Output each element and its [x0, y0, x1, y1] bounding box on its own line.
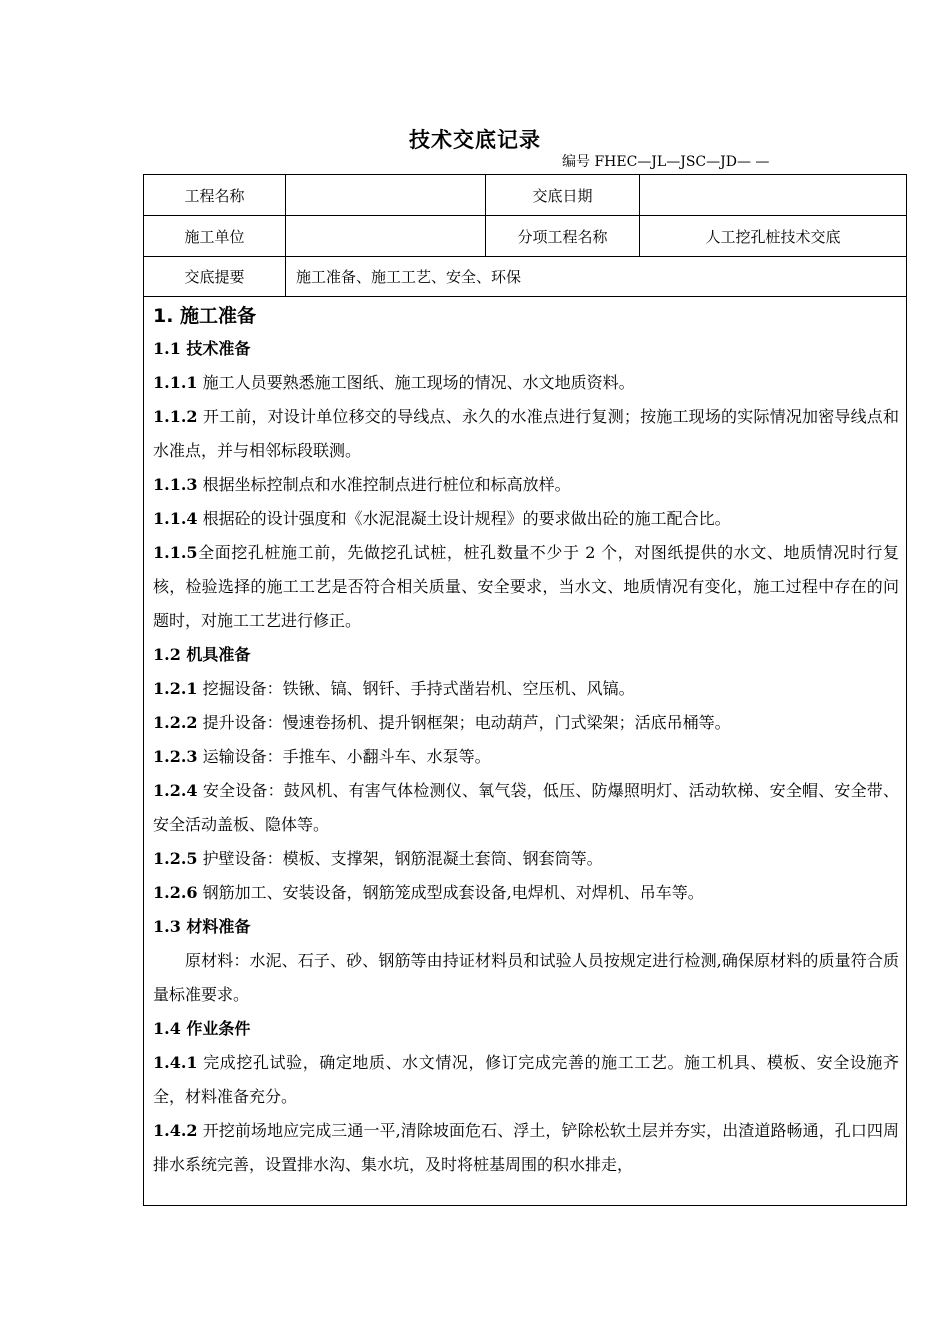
clause-number: 1.4.2: [153, 1121, 198, 1140]
clause-number: 1.1.5: [153, 543, 198, 562]
table-row: [144, 216, 906, 257]
subsection-heading: 1.2 机具准备: [153, 645, 251, 664]
clause-number: 1.2.6: [153, 883, 198, 902]
subitem-label: 分项工程名称: [485, 216, 639, 256]
clause-number: 1.2.2: [153, 713, 198, 732]
clause-number: 1.2.4: [153, 781, 198, 800]
record-table: [143, 174, 907, 1206]
paragraph: [153, 1046, 899, 1114]
clause-text: 根据坐标控制点和水准控制点进行桩位和标高放样。: [197, 475, 571, 494]
clause-number: 1.1.2: [153, 407, 198, 426]
clause-number: 1.1.4: [153, 509, 198, 528]
document-number: 编号 FHEC—JL—JSC—JD— —: [562, 154, 770, 170]
date-label: 交底日期: [485, 175, 639, 215]
paragraph: [153, 774, 899, 842]
subsection-heading: 1.4 作业条件: [153, 1019, 251, 1038]
clause-number: 1.2.5: [153, 849, 198, 868]
date-field[interactable]: [639, 175, 906, 215]
disclosure-content: [153, 298, 899, 1182]
clause-text: 开挖前场地应完成三通一平,清除坡面危石、浮土，铲除松软土层并夯实，出渣道路畅通，孔口四周排水系统完善，设置排水沟、集水坑，及时将桩基周围的积水排走，: [153, 1121, 899, 1174]
summary-label: 交底提要: [184, 268, 245, 286]
project-name-label: 工程名称: [184, 186, 245, 205]
paragraph: [153, 400, 899, 468]
paragraph: [153, 366, 899, 400]
paragraph: [153, 672, 899, 706]
subsection-heading: 1.3 材料准备: [153, 917, 251, 936]
paragraph: [153, 536, 899, 638]
clause-text: 提升设备：慢速卷扬机、提升钢框架；电动葫芦，门式梁架；活底吊桶等。: [197, 713, 731, 732]
unit-field[interactable]: [285, 216, 485, 256]
clause-number: 1.2.1: [153, 679, 198, 698]
clause-text: 完成挖孔试验，确定地质、水文情况，修订完成完善的施工工艺。施工机具、模板、安全设施齐全，材料准备充分。: [153, 1053, 899, 1106]
paragraph: [153, 740, 899, 774]
paragraph: [153, 468, 899, 502]
clause-text: 护壁设备：模板、支撑架，钢筋混凝土套筒、钢套筒等。: [197, 849, 603, 868]
subsection-heading: 1.1 技术准备: [153, 339, 251, 358]
clause-text: 根据砼的设计强度和《水泥混凝土设计规程》的要求做出砼的施工配合比。: [197, 509, 731, 528]
clause-text: 钢筋加工、安装设备，钢筋笼成型成套设备,电焊机、对焊机、吊车等。: [197, 883, 704, 902]
summary-value: 施工准备、施工工艺、安全、环保: [285, 257, 906, 296]
project-name-field[interactable]: [285, 175, 485, 215]
clause-text: 安全设备：鼓风机、有害气体检测仪、氧气袋，低压、防爆照明灯、活动软梯、安全帽、安全带、安全活动盖板、隐体等。: [153, 781, 899, 834]
clause-number: 1.2.3: [153, 747, 198, 766]
clause-text: 全面挖孔桩施工前，先做挖孔试桩，桩孔数量不少于 2 个，对图纸提供的水文、地质情况时行复核，检验选择的施工工艺是否符合相关质量、安全要求，当水文、地质情况有变化，施工过程中存在的问题时，对施工工艺进行修正。: [153, 543, 899, 630]
clause-number: 1.1.3: [153, 475, 198, 494]
table-row: [144, 257, 906, 297]
clause-number: 1.4.1: [153, 1053, 198, 1072]
paragraph: [153, 876, 899, 910]
paragraph: 原材料：水泥、石子、砂、钢筋等由持证材料员和试验人员按规定进行检测,确保原材料的质量符合质量标准要求。: [153, 951, 899, 1004]
document-title: 技术交底记录: [409, 127, 541, 152]
paragraph: [153, 842, 899, 876]
paragraph: [153, 1114, 899, 1182]
unit-label: 施工单位: [184, 227, 245, 246]
subitem-value: 人工挖孔桩技术交底: [639, 216, 906, 256]
section-heading: 1. 施工准备: [153, 305, 257, 327]
clause-text: 开工前，对设计单位移交的导线点、永久的水准点进行复测；按施工现场的实际情况加密导线点和水准点，并与相邻标段联测。: [153, 407, 899, 460]
paragraph: [153, 706, 899, 740]
clause-text: 挖掘设备：铁锹、镐、钢钎、手持式凿岩机、空压机、风镐。: [197, 679, 635, 698]
clause-text: 施工人员要熟悉施工图纸、施工现场的情况、水文地质资料。: [197, 373, 635, 392]
table-row: [144, 175, 906, 216]
clause-number: 1.1.1: [153, 373, 198, 392]
clause-text: 运输设备：手推车、小翻斗车、水泵等。: [197, 747, 491, 766]
paragraph: [153, 502, 899, 536]
